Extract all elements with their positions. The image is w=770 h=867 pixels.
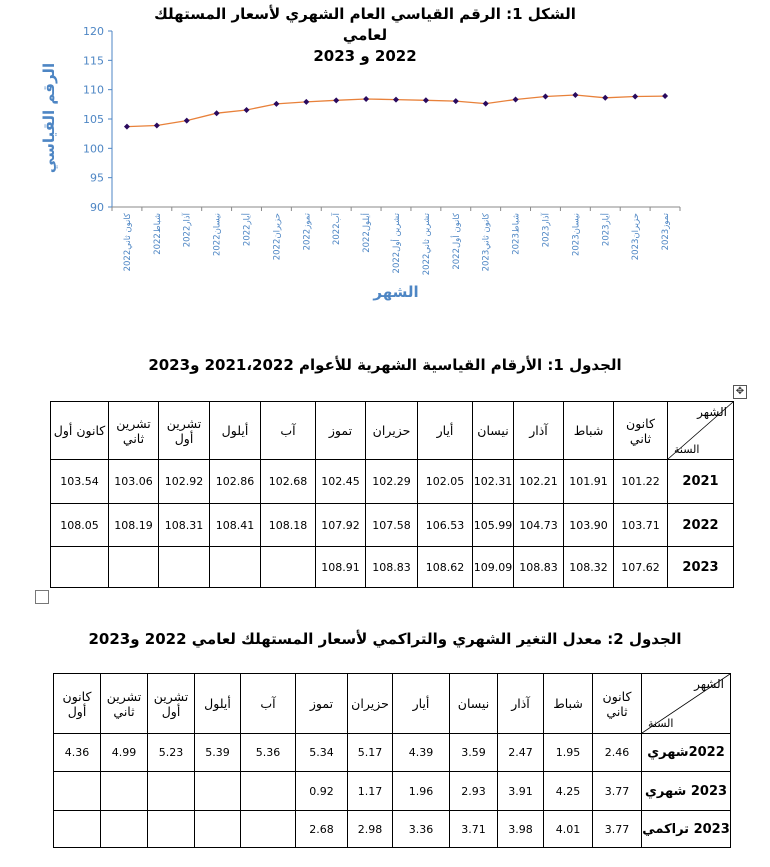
- corner-year-label: السنة: [674, 443, 700, 456]
- value-cell: 108.62: [418, 547, 473, 588]
- value-cell: 2.46: [593, 734, 642, 772]
- value-cell: [159, 547, 210, 588]
- data-point: [184, 118, 190, 124]
- y-axis-title: الرقم القياسي: [40, 62, 58, 174]
- chart-title-line2: 2022 و 2023: [313, 47, 417, 65]
- value-cell: [54, 811, 101, 848]
- table1-header-row: [51, 402, 734, 460]
- value-cell: [101, 811, 148, 848]
- value-cell: 102.45: [316, 460, 366, 504]
- value-cell: [101, 772, 148, 811]
- table1-title: الجدول 1: الأرقام القياسية الشهرية للأعوام 2021،2022 و2023: [148, 356, 622, 374]
- value-cell: 4.99: [101, 734, 148, 772]
- x-tick-label: حزيران2022: [272, 213, 283, 261]
- month-header: تشرين ثاني: [101, 674, 148, 734]
- data-point: [154, 122, 160, 128]
- x-tick-label: تموز2023: [661, 213, 672, 251]
- y-tick-label: 115: [83, 54, 104, 68]
- value-cell: [109, 547, 159, 588]
- value-cell: 4.25: [544, 772, 593, 811]
- value-cell: 102.29: [366, 460, 418, 504]
- month-header: تشرين أول: [159, 402, 210, 460]
- value-cell: 108.32: [564, 547, 614, 588]
- x-tick-label: أيار2023: [601, 213, 612, 247]
- value-cell: 102.05: [418, 460, 473, 504]
- table1: [50, 401, 734, 588]
- data-point: [483, 101, 489, 107]
- value-cell: 4.01: [544, 811, 593, 848]
- value-cell: [241, 772, 296, 811]
- year-cell: 2023 تراكمي: [642, 811, 731, 848]
- value-cell: 2.47: [498, 734, 544, 772]
- year-cell: 2022: [668, 504, 734, 547]
- value-cell: 108.83: [514, 547, 564, 588]
- month-header: أيار: [418, 402, 473, 460]
- x-tick-label: كانون ثاني2022: [122, 213, 133, 272]
- value-cell: 3.91: [498, 772, 544, 811]
- value-cell: [148, 811, 195, 848]
- month-header: آذار: [514, 402, 564, 460]
- data-point: [542, 94, 548, 100]
- value-cell: 5.39: [195, 734, 241, 772]
- data-point: [214, 110, 220, 116]
- value-cell: 108.31: [159, 504, 210, 547]
- value-cell: [195, 772, 241, 811]
- value-cell: 107.62: [614, 547, 668, 588]
- month-header: أيلول: [195, 674, 241, 734]
- value-cell: 102.21: [514, 460, 564, 504]
- month-header: تشرين أول: [148, 674, 195, 734]
- month-header: أيار: [393, 674, 450, 734]
- month-header: كانون أول: [51, 402, 109, 460]
- x-tick-label: أيار2022: [242, 212, 253, 247]
- corner-year-label: السنة: [648, 717, 674, 730]
- table-row: [51, 547, 734, 588]
- table-row: [54, 811, 731, 848]
- value-cell: 107.92: [316, 504, 366, 547]
- value-cell: 102.68: [261, 460, 316, 504]
- value-cell: [148, 772, 195, 811]
- x-tick-label: آب2022: [332, 213, 343, 246]
- value-cell: 103.71: [614, 504, 668, 547]
- month-header: تشرين ثاني: [109, 402, 159, 460]
- month-header: نيسان: [473, 402, 514, 460]
- x-axis-title: الشهر: [373, 283, 419, 301]
- x-tick-label: شباط2022: [152, 213, 163, 255]
- value-cell: 4.39: [393, 734, 450, 772]
- data-point: [662, 93, 668, 99]
- value-cell: 5.17: [348, 734, 393, 772]
- month-header: حزيران: [348, 674, 393, 734]
- month-header: حزيران: [366, 402, 418, 460]
- x-tick-label: شباط2023: [511, 213, 522, 255]
- value-cell: 106.53: [418, 504, 473, 547]
- x-tick-label: نيسان2022: [212, 213, 223, 256]
- value-cell: 108.83: [366, 547, 418, 588]
- move-icon[interactable]: ✥: [733, 385, 747, 399]
- x-tick-label: آذار2022: [182, 213, 193, 248]
- value-cell: 2.93: [450, 772, 498, 811]
- value-cell: [54, 772, 101, 811]
- month-header: تموز: [316, 402, 366, 460]
- data-point: [363, 96, 369, 102]
- y-tick-label: 90: [90, 201, 104, 214]
- value-cell: 102.86: [210, 460, 261, 504]
- data-point: [273, 101, 279, 107]
- value-cell: 104.73: [514, 504, 564, 547]
- data-point: [423, 97, 429, 103]
- value-cell: 1.95: [544, 734, 593, 772]
- month-header: تموز: [296, 674, 348, 734]
- value-cell: 3.98: [498, 811, 544, 848]
- y-tick-label: 110: [83, 83, 104, 97]
- table2-title: الجدول 2: معدل التغير الشهري والتراكمي لأسعار المستهلك لعامي 2022 و2023: [88, 630, 682, 648]
- data-point: [244, 107, 250, 113]
- value-cell: 3.71: [450, 811, 498, 848]
- resize-handle-icon[interactable]: [35, 590, 49, 604]
- value-cell: 0.92: [296, 772, 348, 811]
- value-cell: 103.54: [51, 460, 109, 504]
- month-header: أيلول: [210, 402, 261, 460]
- value-cell: [195, 811, 241, 848]
- chart-title-line1: الشكل 1: الرقم القياسي العام الشهري لأسعار المستهلك لعامي: [154, 5, 576, 44]
- year-cell: 2021: [668, 460, 734, 504]
- data-point: [513, 97, 519, 103]
- year-cell: 2023: [668, 547, 734, 588]
- table-row: [51, 504, 734, 547]
- data-point: [602, 95, 608, 101]
- x-tick-label: كانون ثاني2023: [481, 213, 492, 272]
- value-cell: 103.90: [564, 504, 614, 547]
- value-cell: 4.36: [54, 734, 101, 772]
- month-header: نيسان: [450, 674, 498, 734]
- x-tick-label: أيلول2022: [362, 213, 373, 253]
- value-cell: 102.31: [473, 460, 514, 504]
- value-cell: 105.99: [473, 504, 514, 547]
- value-cell: 5.23: [148, 734, 195, 772]
- value-cell: 108.19: [109, 504, 159, 547]
- value-cell: 109.09: [473, 547, 514, 588]
- value-cell: 107.58: [366, 504, 418, 547]
- data-point: [572, 92, 578, 98]
- x-tick-label: آذار2023: [541, 213, 552, 248]
- table-row: [54, 734, 731, 772]
- data-point: [333, 97, 339, 103]
- value-cell: [51, 547, 109, 588]
- month-header: آب: [261, 402, 316, 460]
- value-cell: [241, 811, 296, 848]
- table-row: [51, 460, 734, 504]
- y-tick-label: 120: [83, 25, 104, 38]
- value-cell: 108.91: [316, 547, 366, 588]
- x-tick-label: نيسان2023: [571, 213, 582, 256]
- value-cell: 103.06: [109, 460, 159, 504]
- x-tick-label: تشرين أول2022: [392, 213, 402, 274]
- year-cell: 2022شهري: [642, 734, 731, 772]
- month-header: كانون ثاني: [614, 402, 668, 460]
- month-header: آذار: [498, 674, 544, 734]
- x-tick-label: تشرين ثاني2022: [421, 213, 432, 276]
- value-cell: 5.36: [241, 734, 296, 772]
- year-cell: 2023 شهري: [642, 772, 731, 811]
- value-cell: 1.17: [348, 772, 393, 811]
- table2: [53, 673, 731, 848]
- table2-corner-cell: [642, 674, 731, 734]
- x-tick-label: تموز2022: [302, 213, 313, 251]
- x-tick-label: حزيران2023: [631, 213, 642, 261]
- data-point: [632, 94, 638, 100]
- month-header: شباط: [544, 674, 593, 734]
- data-point: [303, 99, 309, 105]
- month-header: شباط: [564, 402, 614, 460]
- line-chart: [0, 0, 770, 320]
- value-cell: 102.92: [159, 460, 210, 504]
- data-point: [453, 98, 459, 104]
- month-header: كانون ثاني: [593, 674, 642, 734]
- month-header: كانون أول: [54, 674, 101, 734]
- corner-month-label: الشهر: [694, 677, 724, 691]
- value-cell: 101.91: [564, 460, 614, 504]
- value-cell: 3.59: [450, 734, 498, 772]
- table-row: [54, 772, 731, 811]
- value-cell: 108.18: [261, 504, 316, 547]
- value-cell: 1.96: [393, 772, 450, 811]
- value-cell: 2.68: [296, 811, 348, 848]
- value-cell: 2.98: [348, 811, 393, 848]
- value-cell: 3.36: [393, 811, 450, 848]
- value-cell: 3.77: [593, 772, 642, 811]
- value-cell: 108.41: [210, 504, 261, 547]
- value-cell: 5.34: [296, 734, 348, 772]
- value-cell: 108.05: [51, 504, 109, 547]
- value-cell: [210, 547, 261, 588]
- corner-month-label: الشهر: [697, 405, 727, 419]
- table1-corner-cell: [668, 402, 734, 460]
- value-cell: 3.77: [593, 811, 642, 848]
- data-point: [393, 97, 399, 103]
- x-tick-label: كانون أول2022: [451, 213, 462, 270]
- y-tick-label: 95: [90, 171, 104, 185]
- table2-header-row: [54, 674, 731, 734]
- value-cell: [261, 547, 316, 588]
- data-point: [124, 124, 130, 130]
- y-tick-label: 100: [83, 142, 104, 156]
- month-header: آب: [241, 674, 296, 734]
- value-cell: 101.22: [614, 460, 668, 504]
- y-tick-label: 105: [83, 113, 104, 126]
